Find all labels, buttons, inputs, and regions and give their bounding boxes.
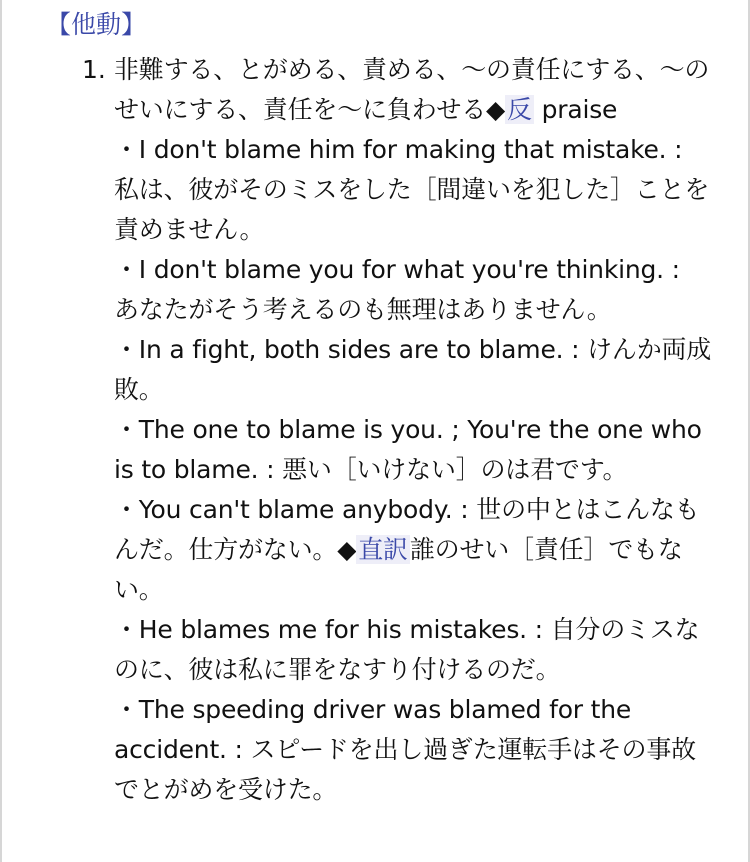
note-text: 誰のせい［責任］でもない。 — [114, 535, 683, 604]
antonym-marker: ◆ — [486, 95, 506, 124]
sense-body — [114, 50, 712, 810]
example-sentence: ・The speeding driver was blamed for the accident. : スピードを出し過ぎた運転手はその事故でとがめを受けた。 — [114, 695, 696, 804]
note-marker: ◆ — [337, 535, 357, 564]
example-sentence: ・He blames me for his mistakes. : 自分のミスなのに、彼は私に罪をなすり付けるのだ。 — [114, 615, 700, 684]
example-sentence: ・The one to blame is you. ; You're the one who is to blame. : 悪い［いけない］のは君です。 — [114, 415, 702, 484]
definition: 非難する、とがめる、責める、～の責任にする、～のせいにする、責任を～に負わせる — [114, 55, 710, 124]
definition-text — [114, 50, 712, 130]
example-text: ・You can't blame anybody. : 世の中とはこんなもんだ。仕方がない。 — [114, 495, 700, 564]
example-sentence-with-note — [114, 490, 712, 610]
example-sentence: ・In a fight, both sides are to blame. : けんか両成敗。 — [114, 335, 712, 404]
example-sentence: ・I don't blame him for making that mistake. : 私は、彼がそのミスをした［間違いを犯した］ことを責めません。 — [114, 135, 710, 244]
part-of-speech-label: 【他動】 — [46, 10, 147, 39]
sense-number: 1. — [82, 55, 106, 84]
antonym-tag[interactable]: 反 — [507, 95, 532, 124]
example-sentence: ・I don't blame you for what you're thinking. : あなたがそう考えるのも無理はありません。 — [114, 255, 680, 324]
antonym-word: praise — [541, 95, 618, 124]
literal-translation-tag[interactable]: 直訳 — [358, 535, 408, 564]
